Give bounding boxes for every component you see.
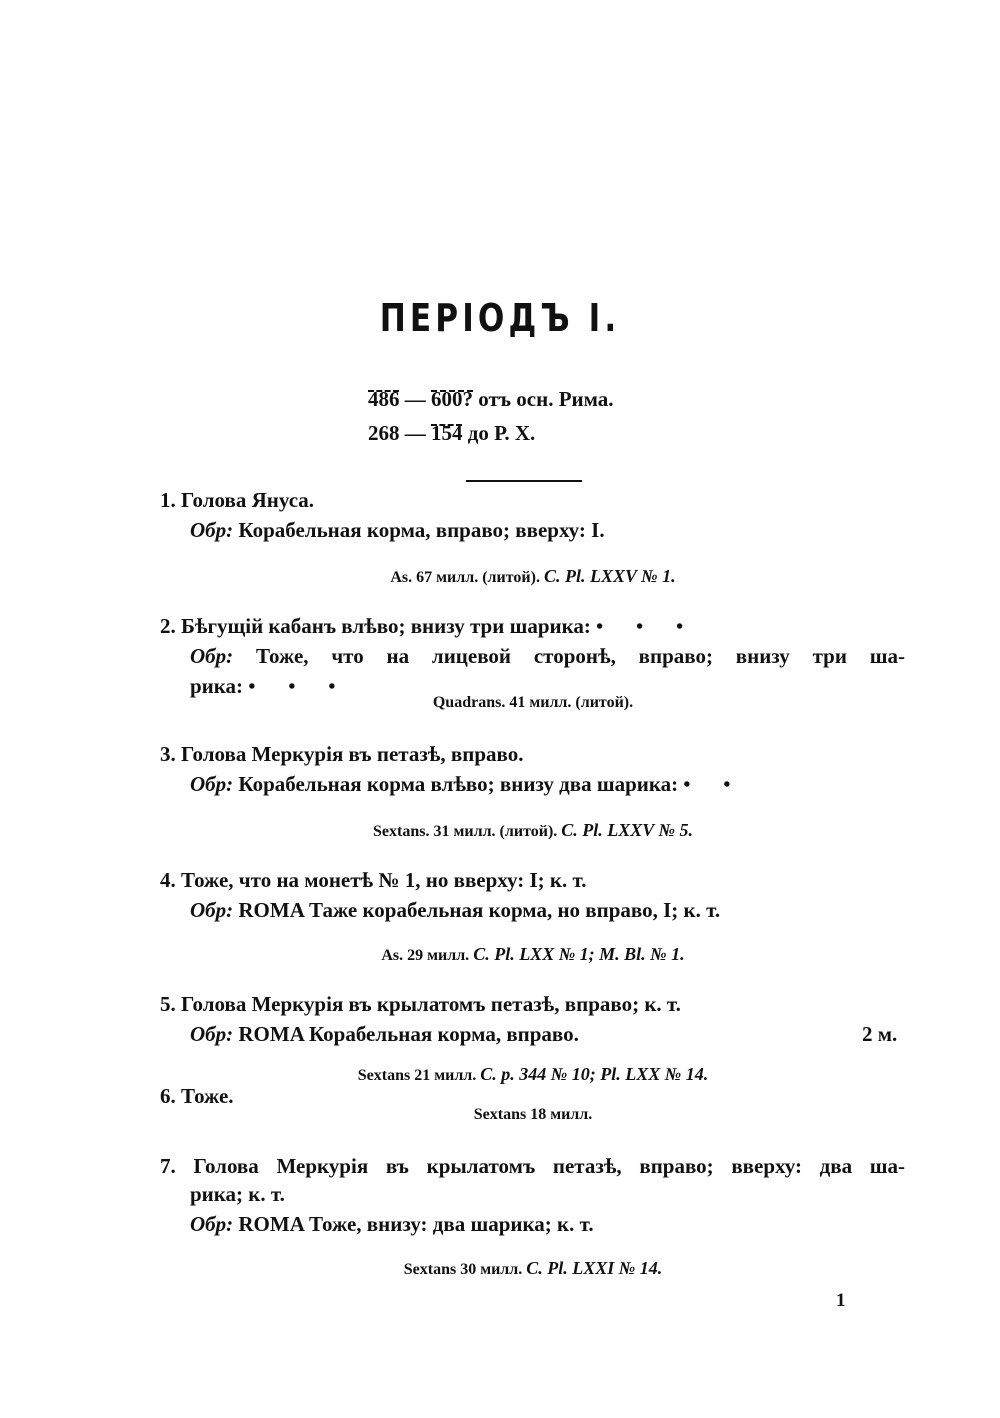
entry-6-citation xyxy=(0,1106,1000,1124)
entry-3-reverse xyxy=(190,772,744,797)
date-from: 268 xyxy=(368,421,400,445)
reverse-label: Обр: xyxy=(190,518,234,542)
entry-7-obverse-cont xyxy=(190,1182,285,1207)
citation-plain: Sextans 30 милл. xyxy=(403,1261,523,1278)
page-number: 1 xyxy=(836,1290,846,1311)
entry-1-reverse xyxy=(190,518,605,543)
date-range xyxy=(368,382,614,450)
reverse-label: Обр: xyxy=(190,898,234,922)
reverse-label: Обр: xyxy=(190,644,234,668)
reverse-text-cont: рика: xyxy=(190,674,244,698)
reverse-text: Тоже, что на лицевой сторонѣ, вправо; внизу три ша- xyxy=(255,644,905,668)
reverse-label: Обр: xyxy=(190,1212,234,1236)
entry-4-citation xyxy=(0,944,1000,965)
entry-4-reverse xyxy=(190,898,720,923)
reverse-label: Обр: xyxy=(190,1022,234,1046)
obverse-text: Голова Меркурія въ петазѣ, вправо. xyxy=(181,742,524,766)
entry-2-citation xyxy=(0,694,1000,712)
obverse-text: Голова Меркурія въ крылатомъ петазѣ, вправо; к. т. xyxy=(181,992,681,1016)
entry-2-reverse xyxy=(190,644,905,669)
entry-4-obverse xyxy=(160,868,586,893)
date-from: 486 xyxy=(368,387,400,411)
date-to: 600? xyxy=(431,387,473,411)
obverse-text: Тоже, что на монетѣ № 1, но вверху: I; к. т. xyxy=(181,868,587,892)
entry-3-obverse xyxy=(160,742,523,767)
reverse-label: Обр: xyxy=(190,772,234,796)
entry-2-obverse xyxy=(160,614,697,639)
obverse-text-cont: рика; к. т. xyxy=(190,1182,285,1206)
entry-5-citation xyxy=(0,1064,1000,1085)
entry-1-obverse xyxy=(160,488,314,513)
obverse-text: Голова Януса. xyxy=(181,488,315,512)
date-dash: — xyxy=(404,387,426,411)
entry-number: 7. xyxy=(160,1154,176,1178)
date-suffix: отъ осн. Рима. xyxy=(478,387,614,411)
citation-ref: C. Pl. LXXI № 14. xyxy=(526,1258,663,1278)
date-suffix: до Р. X. xyxy=(467,421,536,445)
entry-number: 5. xyxy=(160,992,176,1016)
citation-plain: Sextans. 31 милл. (литой). xyxy=(373,823,558,840)
date-line-christ xyxy=(368,416,614,450)
date-to: 154 xyxy=(431,421,463,445)
period-title: ПЕРІОДЪ I. xyxy=(379,296,621,340)
reverse-text: ROMA Таже корабельная корма, но вправо, I; к. т. xyxy=(238,898,721,922)
entry-number: 2. xyxy=(160,614,176,638)
coin-count: 2 м. xyxy=(862,1022,898,1046)
citation-plain: Sextans 18 милл. xyxy=(473,1106,593,1123)
citation-plain: As. 29 милл. xyxy=(381,947,470,964)
date-line-rome xyxy=(368,382,614,416)
dots-marker: • • • xyxy=(596,616,698,638)
reverse-text: Корабельная корма, вправо; вверху: I. xyxy=(238,518,605,542)
entry-1-citation xyxy=(0,566,1000,587)
obverse-text: Бѣгущій кабанъ влѣво; внизу три шарика: xyxy=(181,614,591,638)
entry-7-obverse xyxy=(160,1154,905,1179)
citation-plain: Sextans 21 милл. xyxy=(357,1067,477,1084)
citation-plain: As. 67 милл. (литой). xyxy=(390,569,540,586)
entry-number: 6. xyxy=(160,1084,176,1108)
citation-plain: Quadrans. 41 милл. (литой). xyxy=(432,694,634,711)
entry-7-reverse xyxy=(190,1212,594,1237)
entry-5-reverse xyxy=(190,1022,579,1047)
dots-marker: • • • xyxy=(248,676,350,698)
obverse-text: Голова Меркурія въ крылатомъ петазѣ, вправо; вверху: два ша- xyxy=(193,1154,905,1178)
entry-3-citation xyxy=(0,820,1000,841)
dots-marker: • • xyxy=(683,774,745,796)
date-dash: — xyxy=(404,421,426,445)
citation-ref: C. Pl. LXX № 1; M. Bl. № 1. xyxy=(473,944,685,964)
citation-ref: C. Pl. LXXV № 1. xyxy=(543,566,676,586)
entry-7-citation xyxy=(0,1258,1000,1279)
section-divider xyxy=(466,480,582,482)
citation-ref: C. p. 344 № 10; Pl. LXX № 14. xyxy=(480,1064,709,1084)
entry-5-obverse xyxy=(160,992,681,1017)
obverse-text: Тоже. xyxy=(181,1084,234,1108)
reverse-text: Корабельная корма влѣво; внизу два шарика: xyxy=(238,772,679,796)
entry-number: 3. xyxy=(160,742,176,766)
entry-number: 1. xyxy=(160,488,176,512)
reverse-text: ROMA Тоже, внизу: два шарика; к. т. xyxy=(238,1212,594,1236)
entry-number: 4. xyxy=(160,868,176,892)
citation-ref: C. Pl. LXXV № 5. xyxy=(561,820,693,840)
reverse-text: ROMA Корабельная корма, вправо. xyxy=(238,1022,579,1046)
